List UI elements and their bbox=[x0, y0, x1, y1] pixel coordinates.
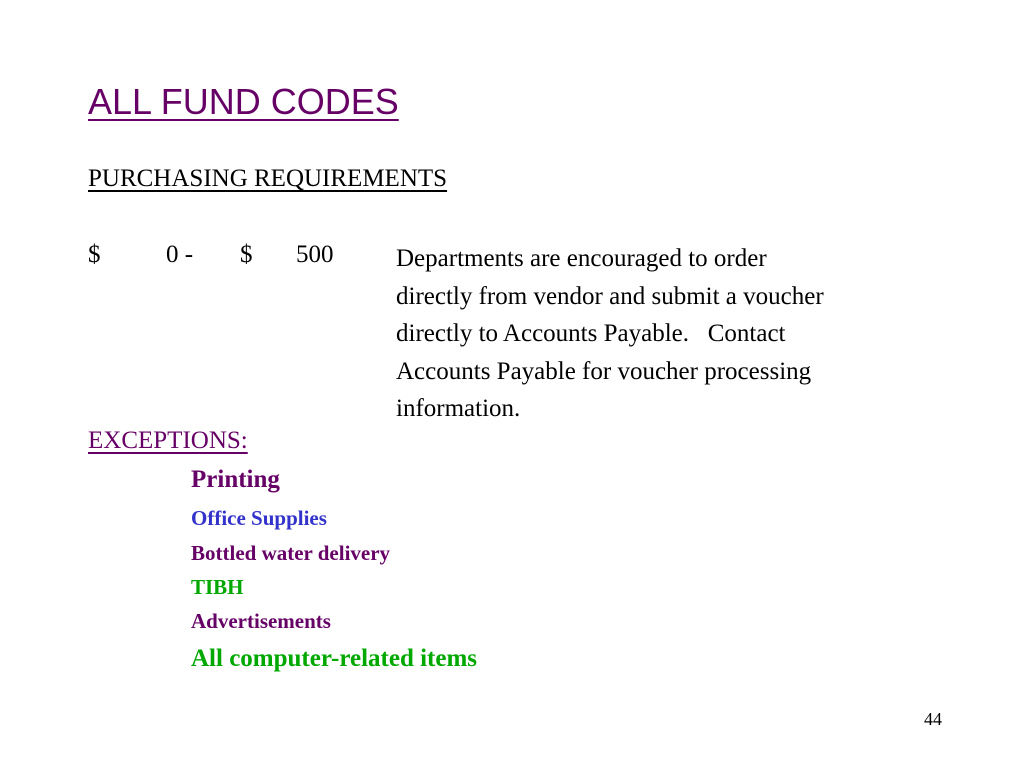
range-low-value: 0 - bbox=[166, 241, 194, 268]
range-dollar-sign-high: $ bbox=[240, 241, 253, 268]
exceptions-heading: EXCEPTIONS: bbox=[88, 427, 248, 454]
slide-number: 44 bbox=[924, 709, 942, 729]
range-dollar-sign-low: $ bbox=[88, 241, 101, 268]
exception-item: Advertisements bbox=[191, 609, 331, 633]
exception-item: All computer-related items bbox=[191, 645, 478, 672]
description-line: directly from vendor and submit a voucher bbox=[396, 282, 824, 310]
description-line: directly to Accounts Payable. Contact bbox=[396, 320, 786, 347]
requirement-description bbox=[396, 240, 956, 428]
exception-item: TIBH bbox=[191, 575, 244, 599]
description-line: information. bbox=[396, 395, 521, 422]
range-high-value: 500 bbox=[296, 241, 334, 268]
section-subtitle: PURCHASING REQUIREMENTS bbox=[88, 165, 448, 192]
description-line: Departments are encouraged to order bbox=[396, 245, 767, 272]
slide-title: ALL FUND CODES bbox=[88, 81, 399, 122]
exception-item: Bottled water delivery bbox=[191, 541, 391, 565]
exception-item: Office Supplies bbox=[191, 506, 327, 530]
description-line: Accounts Payable for voucher processing bbox=[396, 357, 812, 385]
exception-item: Printing bbox=[191, 466, 280, 493]
